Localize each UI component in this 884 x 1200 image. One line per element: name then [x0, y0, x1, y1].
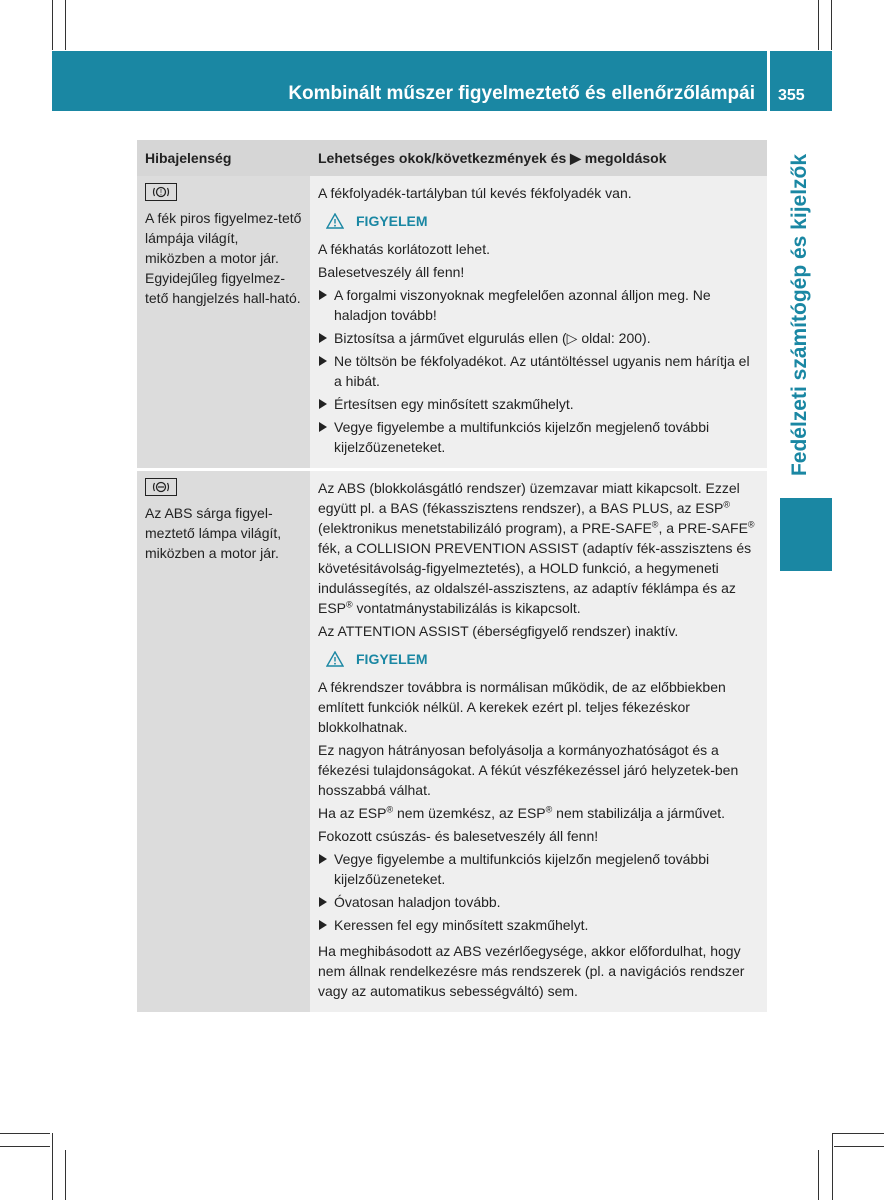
crop-mark	[818, 1150, 819, 1200]
crop-mark	[832, 1133, 833, 1200]
warning-text: Fokozott csúszás- és balesetveszély áll fenn!	[318, 828, 599, 844]
crop-mark	[832, 1133, 884, 1134]
list-item: Óvatosan haladjon tovább.	[318, 892, 759, 912]
table-row	[137, 470, 767, 1013]
crop-mark	[831, 0, 832, 50]
warning-text: A fékrendszer továbbra is normálisan működik, de az előbbiekben említett funkciók nélkül. A kerekek ezért pl. teljes fékezéskor blokkolhatnak.	[318, 679, 726, 735]
note-text: Ha meghibásodott az ABS vezérlőegysége, akkor előfordulhat, hogy nem állnak rendelkezésre más rendszerek (pl. a navigációs rendszer vagy az automatikus sebességváltó) sem.	[318, 943, 745, 999]
page-number: 355	[778, 87, 805, 104]
side-tab	[780, 130, 820, 500]
cause-text: A fékfolyadék-tartályban túl kevés fékfolyadék van.	[318, 185, 632, 201]
crop-mark	[52, 0, 53, 50]
crop-mark	[0, 1133, 50, 1134]
warning-heading	[326, 211, 759, 231]
list-item: A forgalmi viszonyoknak megfelelően azonnal álljon meg. Ne haladjon tovább!	[318, 285, 759, 325]
table-row	[137, 176, 767, 470]
crop-mark	[0, 1146, 50, 1147]
crop-mark	[65, 1150, 66, 1200]
crop-mark	[52, 1133, 53, 1200]
list-item: Vegye figyelembe a multifunkciós kijelzőn megjelenő további kijelzőüzeneteket.	[318, 417, 759, 457]
warning-text: Balesetveszély áll fenn!	[318, 264, 465, 280]
column-header-causes: Lehetséges okok/következmények és ▶ megoldások	[310, 140, 767, 176]
warning-triangle-icon	[326, 651, 344, 667]
column-header-symptom: Hibajelenség	[137, 140, 310, 176]
crop-mark	[65, 0, 66, 50]
cause-text: Az ABS (blokkolásgátló rendszer) üzemzavar miatt kikapcsolt. Ezzel együtt pl. a BAS (fékasszisztens rendszer), a BAS PLUS, az ESP® (elektronikus menetstabilizáló program), a PRE-SAFE®, a PRE-SAFE® fék, a COLLISION PREVENTION ASSIST (adaptív fék-asszisztens és követésitávolság-figyelmeztetés), a HOLD funkció, a hegymeneti indulássegítés, az oldalszél-asszisztens, az adaptív féklámpa és az ESP® vontatmánystabilizálás is kikapcsolt.	[318, 480, 755, 616]
brake-warning-lamp-icon	[145, 183, 177, 201]
warning-text: Ez nagyon hátrányosan befolyásolja a kormányozhatóságot és a fékezési tulajdonságokat. A fékút vészfékezéssel járó helyzetek-ben hosszabbá válhat.	[318, 742, 739, 798]
warning-text: Ha az ESP® nem üzemkész, az ESP® nem stabilizálja a járművet.	[318, 804, 726, 821]
symptom-text: A fék piros figyelmez-tető lámpája világít, miközben a motor jár. Egyidejűleg figyelmez-tető hangjelzés hall-ható.	[145, 210, 302, 306]
crop-mark	[834, 1146, 884, 1147]
action-list	[318, 849, 759, 935]
warning-triangle-icon	[326, 213, 344, 229]
warning-heading	[326, 649, 759, 669]
side-tab-label: Fedélzeti számítógép és kijelzők	[788, 153, 811, 477]
abs-warning-lamp-icon	[145, 478, 177, 496]
symptom-cell	[137, 470, 310, 1013]
warning-label: FIGYELEM	[356, 651, 428, 667]
warning-label: FIGYELEM	[356, 213, 428, 229]
action-list	[318, 285, 759, 457]
symptom-cell	[137, 176, 310, 470]
list-item: Értesítsen egy minősített szakműhelyt.	[318, 394, 759, 414]
crop-mark	[818, 0, 819, 50]
list-item: Ne töltsön be fékfolyadékot. Az utántöltéssel ugyanis nem hárítja el a hibát.	[318, 351, 759, 391]
cause-text: Az ATTENTION ASSIST (éberségfigyelő rendszer) inaktív.	[318, 623, 679, 639]
page-number-box	[770, 51, 832, 111]
warning-text: A fékhatás korlátozott lehet.	[318, 241, 490, 257]
fault-table	[137, 140, 767, 1012]
side-tab-marker	[780, 498, 832, 571]
list-item: Vegye figyelembe a multifunkciós kijelzőn megjelenő további kijelzőüzeneteket.	[318, 849, 759, 889]
table-header-row	[137, 140, 767, 176]
causes-cell	[310, 176, 767, 470]
header-bar	[52, 51, 767, 111]
page-title: Kombinált műszer figyelmeztető és ellenőrzőlámpái	[288, 83, 755, 104]
list-item: Keressen fel egy minősített szakműhelyt.	[318, 915, 759, 935]
list-item: Biztosítsa a járművet elgurulás ellen (▷ oldal: 200).	[318, 328, 759, 348]
symptom-text: Az ABS sárga figyel-meztető lámpa világít, miközben a motor jár.	[145, 505, 282, 561]
svg-text:!: !	[159, 188, 163, 197]
causes-cell	[310, 470, 767, 1013]
